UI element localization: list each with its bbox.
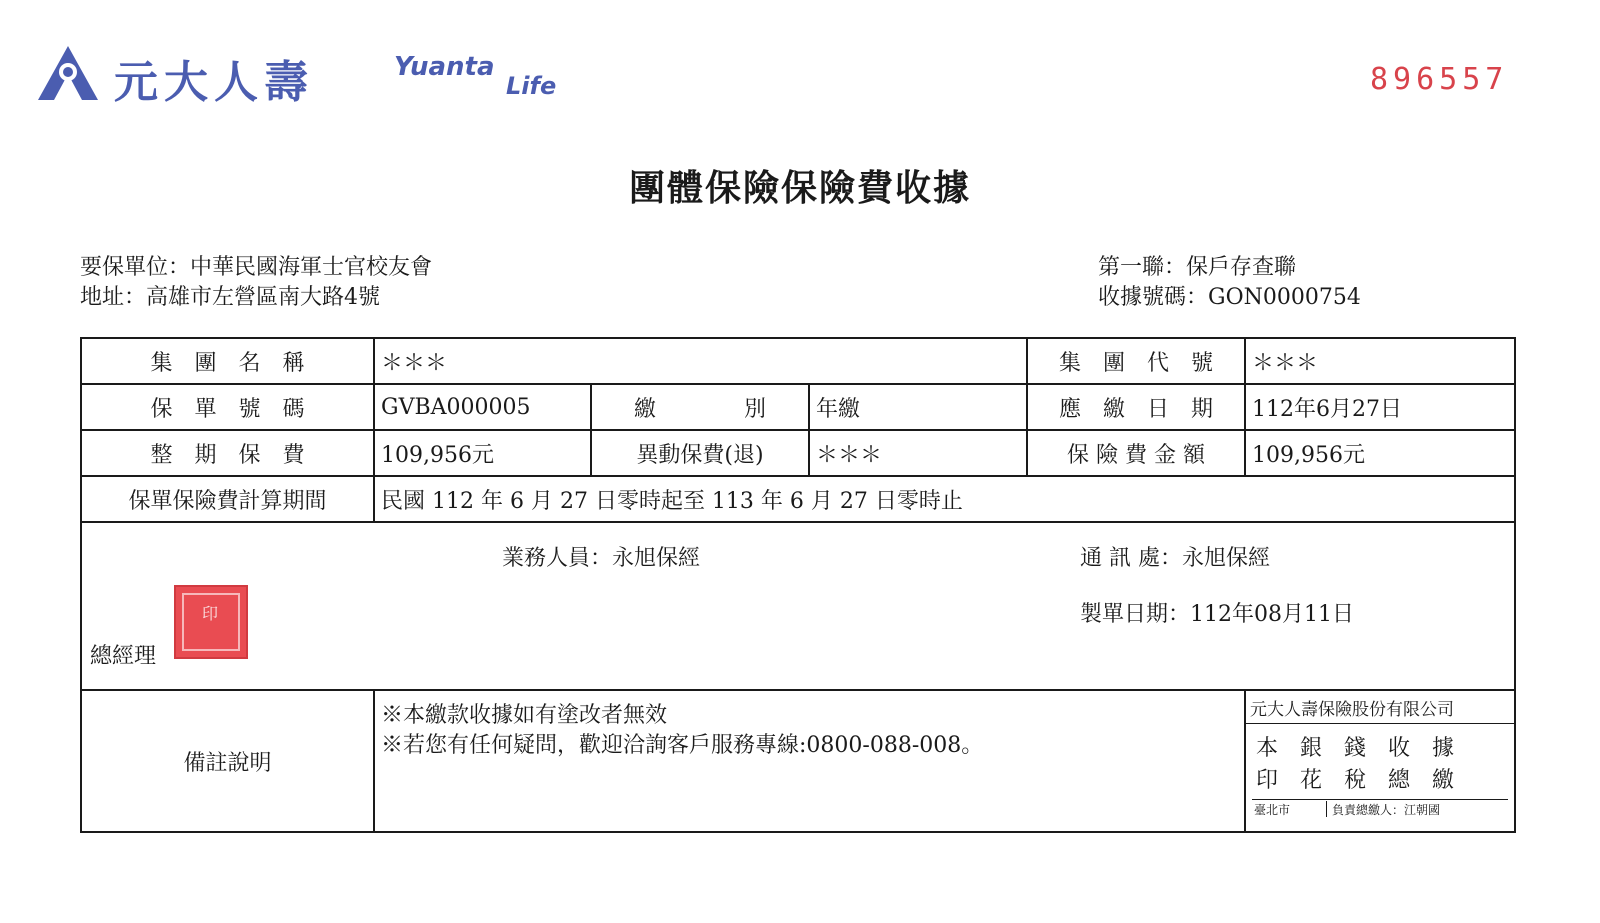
due-date-value: 112年6月27日 [1245, 384, 1515, 430]
change-premium-label: 異動保費(退) [591, 430, 809, 476]
notes-content [374, 690, 1245, 832]
issue-date: 製單日期：112年08月11日 [1080, 602, 1354, 627]
general-manager-seal [174, 585, 248, 659]
general-manager-label: 總經理 [90, 644, 157, 669]
table-row [81, 384, 1515, 430]
table-row [81, 430, 1515, 476]
table-row [81, 476, 1515, 522]
logo-english-life: Life [506, 72, 557, 100]
note-1: ※本繳款收據如有塗改者無效 [381, 703, 668, 728]
note-2: ※若您有任何疑問，歡迎洽詢客戶服務專線:0800-088-008。 [381, 733, 984, 758]
contact-office: 通 訊 處：永旭保經 [1080, 546, 1270, 571]
receipt-table [80, 337, 1516, 833]
policyholder: 要保單位：中華民國海軍士官校友會 [80, 255, 433, 280]
serial-number: 896557 [1370, 62, 1509, 97]
copy-label: 第一聯：保戶存查聯 [1098, 255, 1297, 280]
policy-no-value: GVBA000005 [374, 384, 591, 430]
tax-city: 臺北市 [1254, 803, 1291, 817]
premium-amount-value: 109,956元 [1245, 430, 1515, 476]
tax-stamp-box [1245, 690, 1515, 832]
seal-text: 印 [201, 604, 220, 623]
company-name: 元大人壽保險股份有限公司 [1250, 700, 1454, 720]
divider [1252, 799, 1508, 800]
table-row [81, 338, 1515, 384]
pay-type-label: 繳 別 [591, 384, 809, 430]
receipt-number: 收據號碼：GON0000754 [1098, 285, 1361, 310]
full-premium-value: 109,956元 [374, 430, 591, 476]
tax-person: 負責總繳人：江朝國 [1332, 803, 1441, 817]
change-premium-value: ＊＊＊ [809, 430, 1027, 476]
divider [1246, 723, 1514, 724]
group-code-label: 集 團 代 號 [1027, 338, 1245, 384]
full-premium-label: 整 期 保 費 [81, 430, 374, 476]
table-row [81, 690, 1515, 832]
signature-section [81, 522, 1515, 690]
group-name-label: 集 團 名 稱 [81, 338, 374, 384]
logo-chinese-name: 元大人壽 [114, 57, 314, 108]
notes-label: 備註說明 [81, 690, 374, 832]
group-name-value: ＊＊＊ [374, 338, 1027, 384]
address: 地址：高雄市左營區南大路4號 [80, 285, 380, 310]
agent: 業務人員：永旭保經 [502, 546, 701, 571]
period-label: 保單保險費計算期間 [81, 476, 374, 522]
table-row [81, 522, 1515, 690]
policy-no-label: 保 單 號 碼 [81, 384, 374, 430]
yuanta-logo-icon [36, 42, 100, 104]
due-date-label: 應 繳 日 期 [1027, 384, 1245, 430]
tax-line-2: 印 花 稅 總 繳 [1256, 768, 1455, 793]
period-value: 民國 112 年 6 月 27 日零時起至 113 年 6 月 27 日零時止 [374, 476, 1515, 522]
divider [1326, 801, 1327, 817]
premium-amount-label: 保 險 費 金 額 [1027, 430, 1245, 476]
page-title: 團體保險保險費收據 [628, 167, 971, 209]
logo-english-name: Yuanta [394, 52, 495, 82]
pay-type-value: 年繳 [809, 384, 1027, 430]
group-code-value: ＊＊＊ [1245, 338, 1515, 384]
tax-line-1: 本 銀 錢 收 據 [1256, 736, 1455, 761]
